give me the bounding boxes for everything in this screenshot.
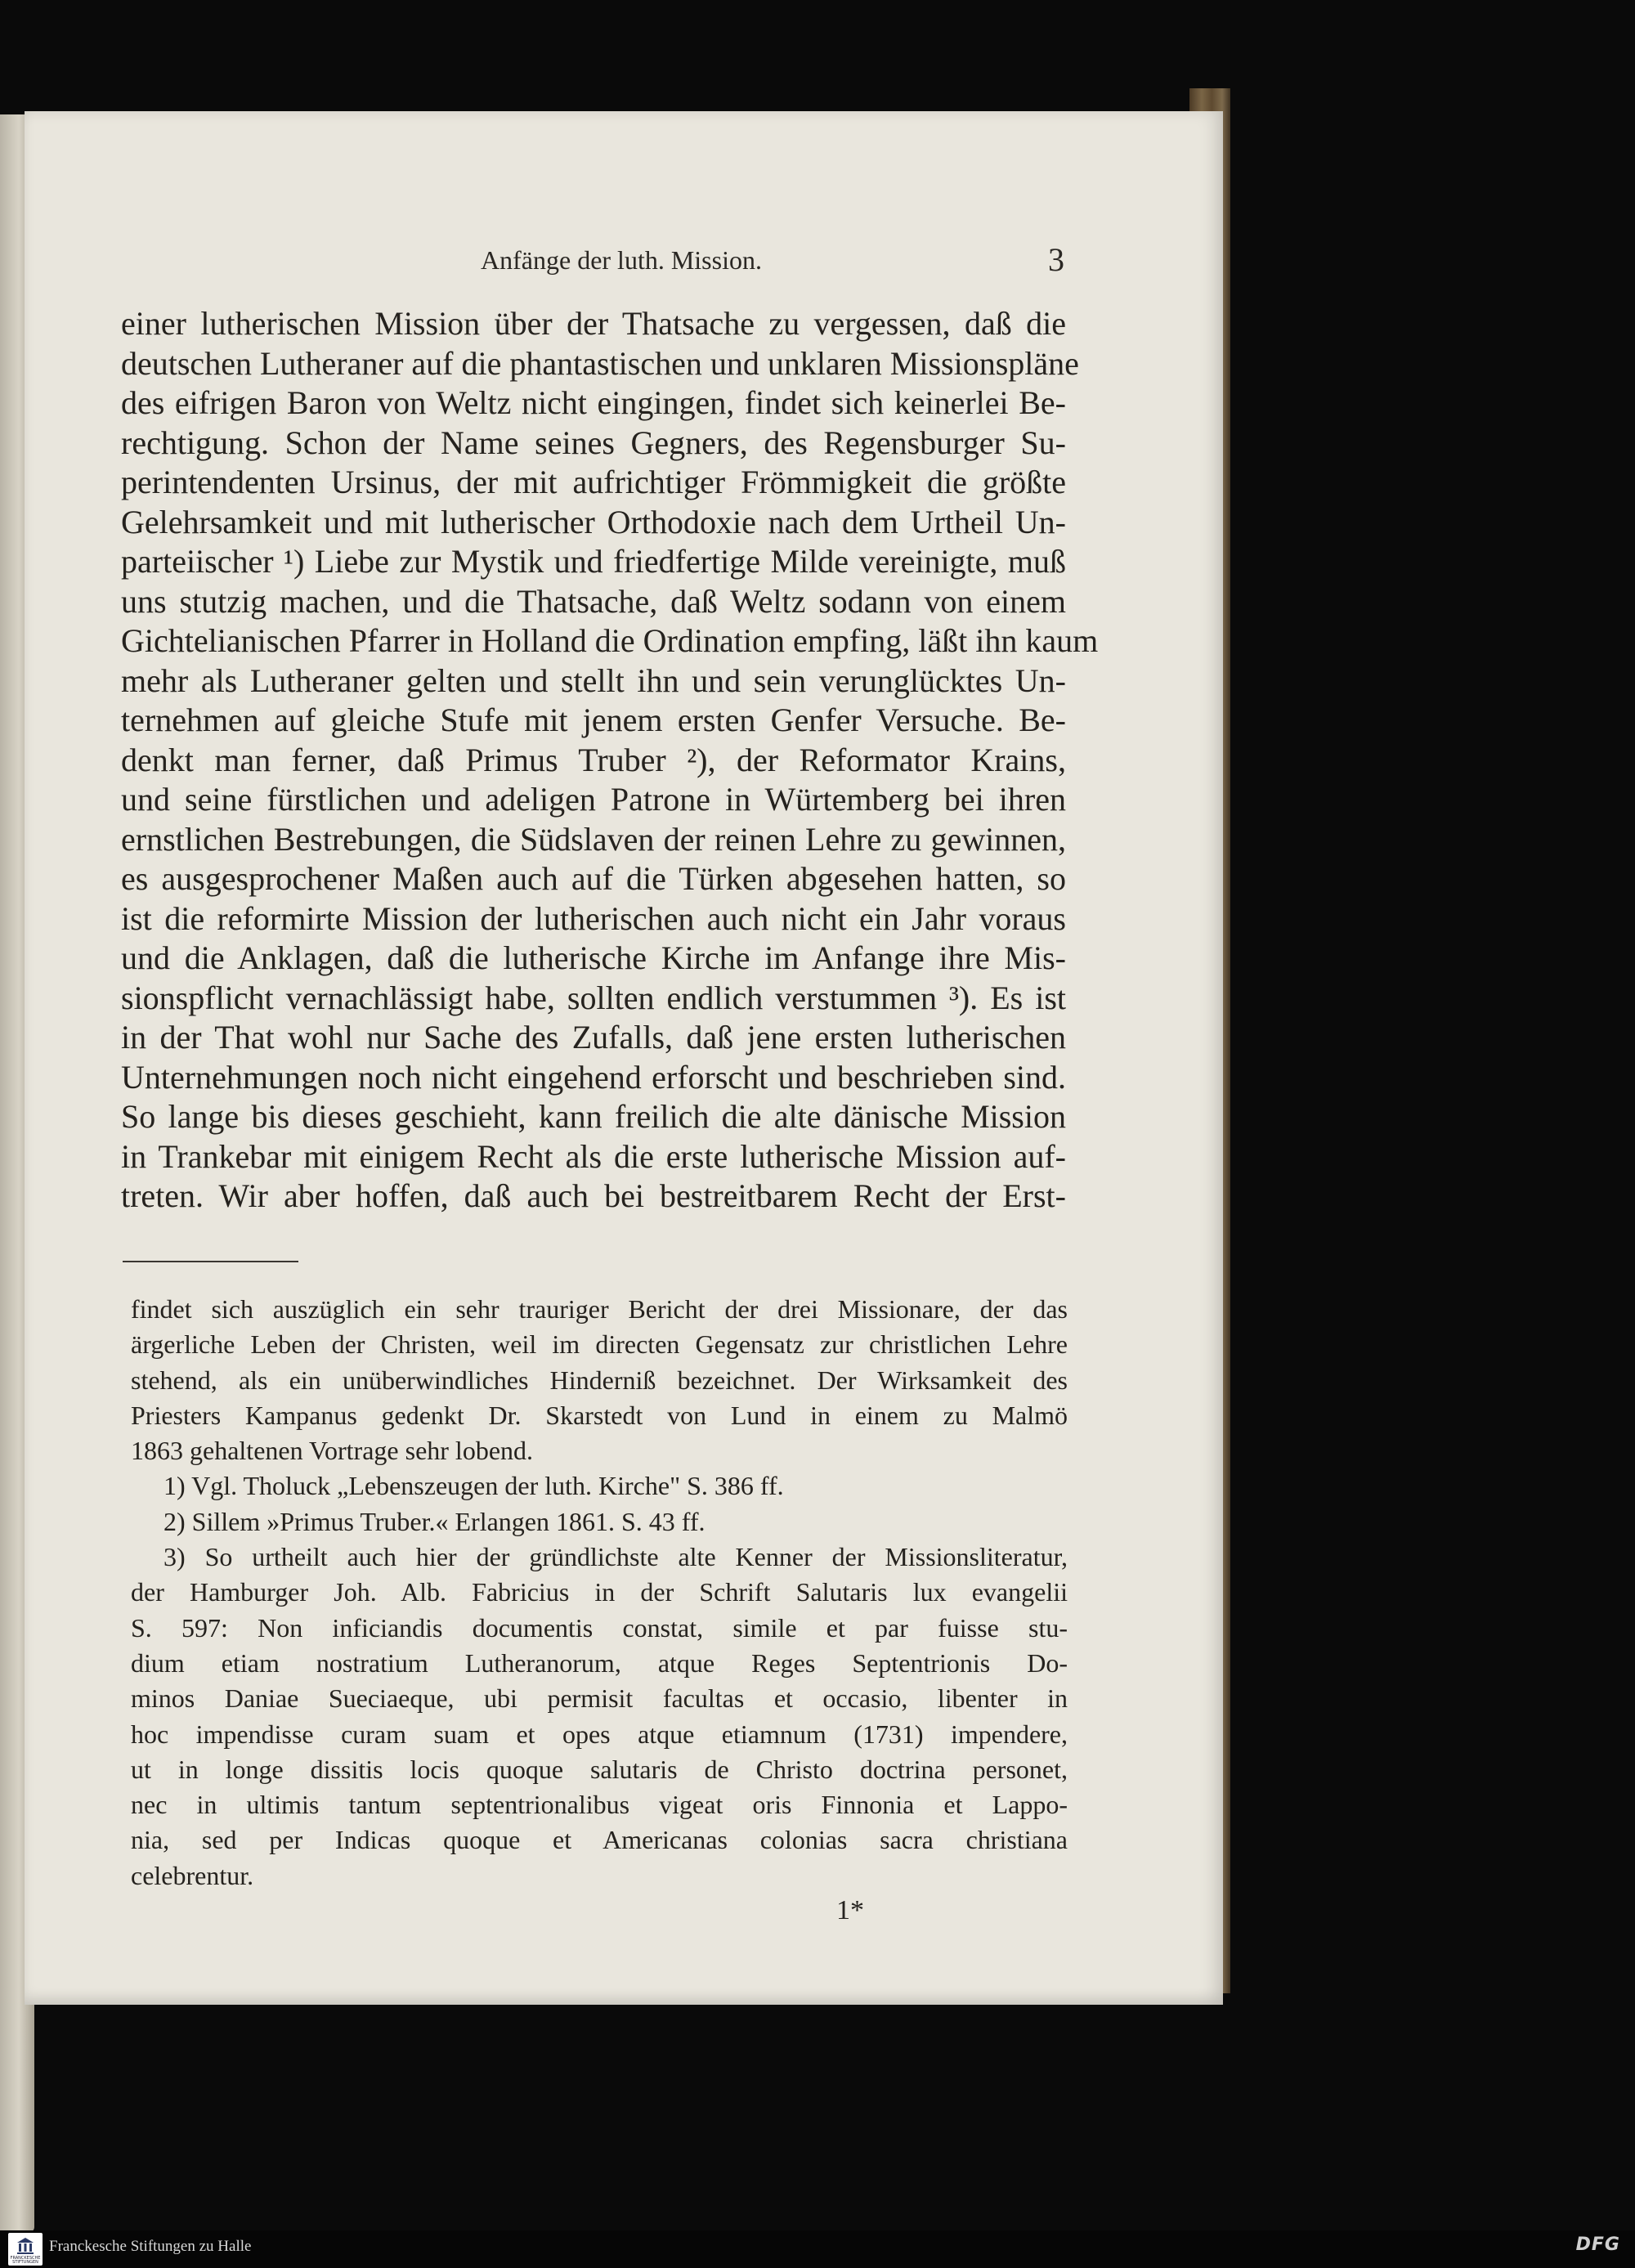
footnote-line: dium etiam nostratium Lutheranorum, atque Reges Septentrionis Do- [131, 1647, 1068, 1678]
body-line: und die Anklagen, daß die lutherische Kirche im Anfange ihre Mis- [121, 939, 1066, 976]
footnote-line: Priesters Kampanus gedenkt Dr. Skarstedt von Lund in einem zu Malmö [131, 1400, 1068, 1430]
footnote-divider [123, 1261, 298, 1262]
signature-mark: 1* [836, 1895, 864, 1925]
body-line: uns stutzig machen, und die Thatsache, daß Weltz sodann von einem [121, 582, 1066, 620]
body-line: Gelehrsamkeit und mit lutherischer Orthodoxie nach dem Urtheil Un- [121, 503, 1066, 540]
body-line: ternehmen auf gleiche Stufe mit jenem ersten Genfer Versuche. Be- [121, 701, 1066, 738]
footnote-line: celebrentur. [131, 1860, 254, 1890]
body-line: rechtigung. Schon der Name seines Gegners, des Regensburger Su- [121, 424, 1066, 461]
body-line: des eifrigen Baron von Weltz nicht eingingen, findet sich keinerlei Be- [121, 384, 1066, 421]
body-text [121, 304, 1099, 1217]
body-line: ernstlichen Bestrebungen, die Südslaven der reinen Lehre zu gewinnen, [121, 820, 1066, 858]
footnote-line: der Hamburger Joh. Alb. Fabricius in der Schrift Salutaris lux evangelii [131, 1577, 1068, 1607]
footnote-line: ärgerliche Leben der Christen, weil im directen Gegensatz zur christlichen Lehre [131, 1329, 1068, 1360]
body-line: und seine fürstlichen und adeligen Patrone in Würtemberg bei ihren [121, 781, 1066, 818]
body-line: ist die reformirte Mission der lutherischen auch nicht ein Jahr voraus [121, 899, 1066, 937]
institution-label: Franckesche Stiftungen zu Halle [49, 2238, 252, 2255]
footnotes [131, 1292, 1068, 1894]
footnote-line: ut in longe dissitis locis quoque salutaris de Christo doctrina personet, [131, 1754, 1068, 1784]
footnote-line: minos Daniae Sueciaeque, ubi permisit facultas et occasio, libenter in [131, 1683, 1068, 1714]
body-line: Unternehmungen noch nicht eingehend erforscht und beschrieben sind. [121, 1058, 1066, 1096]
body-line: in Trankebar mit einigem Recht als die erste lutherische Mission auf- [121, 1137, 1066, 1175]
body-line: denkt man ferner, daß Primus Truber ²), der Reformator Krains, [121, 741, 1066, 778]
body-line: So lange bis dieses geschieht, kann freilich die alte dänische Mission [121, 1098, 1066, 1135]
footnote-line: hoc impendisse curam suam et opes atque etiamnum (1731) impendere, [131, 1719, 1068, 1749]
body-line: treten. Wir aber hoffen, daß auch bei bestreitbarem Recht der Erst- [121, 1177, 1066, 1214]
footnote-line: nec in ultimis tantum septentrionalibus vigeat oris Finnonia et Lappo- [131, 1790, 1068, 1820]
body-line: perintendenten Ursinus, der mit aufrichtiger Frömmigkeit die größte [121, 464, 1066, 500]
logo-text: FRANCKESCHE STIFTUNGEN [10, 2256, 41, 2265]
body-line: deutschen Lutheraner auf die phantastischen und unklaren Missionspläne [121, 344, 1079, 382]
running-head: Anfänge der luth. Mission. [481, 245, 762, 275]
page-number: 3 [1048, 241, 1064, 278]
body-line: Gichtelianischen Pfarrer in Holland die Ordination empfing, läßt ihn kaum [121, 622, 1099, 659]
footnote-2: 2) Sillem »Primus Truber.« Erlangen 1861. S. 43 ff. [164, 1506, 706, 1536]
dfg-logo: DFG [1575, 2234, 1620, 2255]
footnote-1: 1) Vgl. Tholuck „Lebenszeugen der luth. Kirche" S. 386 ff. [164, 1471, 784, 1501]
institution-logo [8, 2233, 43, 2266]
body-line: parteiischer ¹) Liebe zur Mystik und friedfertige Milde vereinigte, muß [121, 543, 1066, 580]
body-line: einer lutherischen Mission über der Thatsache zu vergessen, daß die [121, 305, 1066, 342]
footnote-line: nia, sed per Indicas quoque et Americanas colonias sacra christiana [131, 1825, 1068, 1855]
body-line: sionspflicht vernachlässigt habe, sollten endlich verstummen ³). Es ist [121, 979, 1066, 1016]
body-line: es ausgesprochener Maßen auch auf die Türken abgesehen hatten, so [121, 860, 1066, 897]
body-line: in der That wohl nur Sache des Zufalls, daß jene ersten lutherischen [121, 1019, 1066, 1056]
body-line: mehr als Lutheraner gelten und stellt ihn und sein verunglücktes Un- [121, 661, 1066, 699]
footnote-line: findet sich auszüglich ein sehr trauriger Bericht der drei Missionare, der das [131, 1294, 1068, 1324]
footnote-line: S. 597: Non inficiandis documentis constat, simile et par fuisse stu- [131, 1612, 1068, 1643]
building-icon [16, 2236, 35, 2256]
footnote-line: 1863 gehaltenen Vortrage sehr lobend. [131, 1436, 534, 1466]
footnote-line: stehend, als ein unüberwindliches Hinderniß bezeichnet. Der Wirksamkeit des [131, 1365, 1068, 1395]
footnote-3: 3) So urtheilt auch hier der gründlichste alte Kenner der Missionsliteratur, [164, 1542, 1068, 1572]
